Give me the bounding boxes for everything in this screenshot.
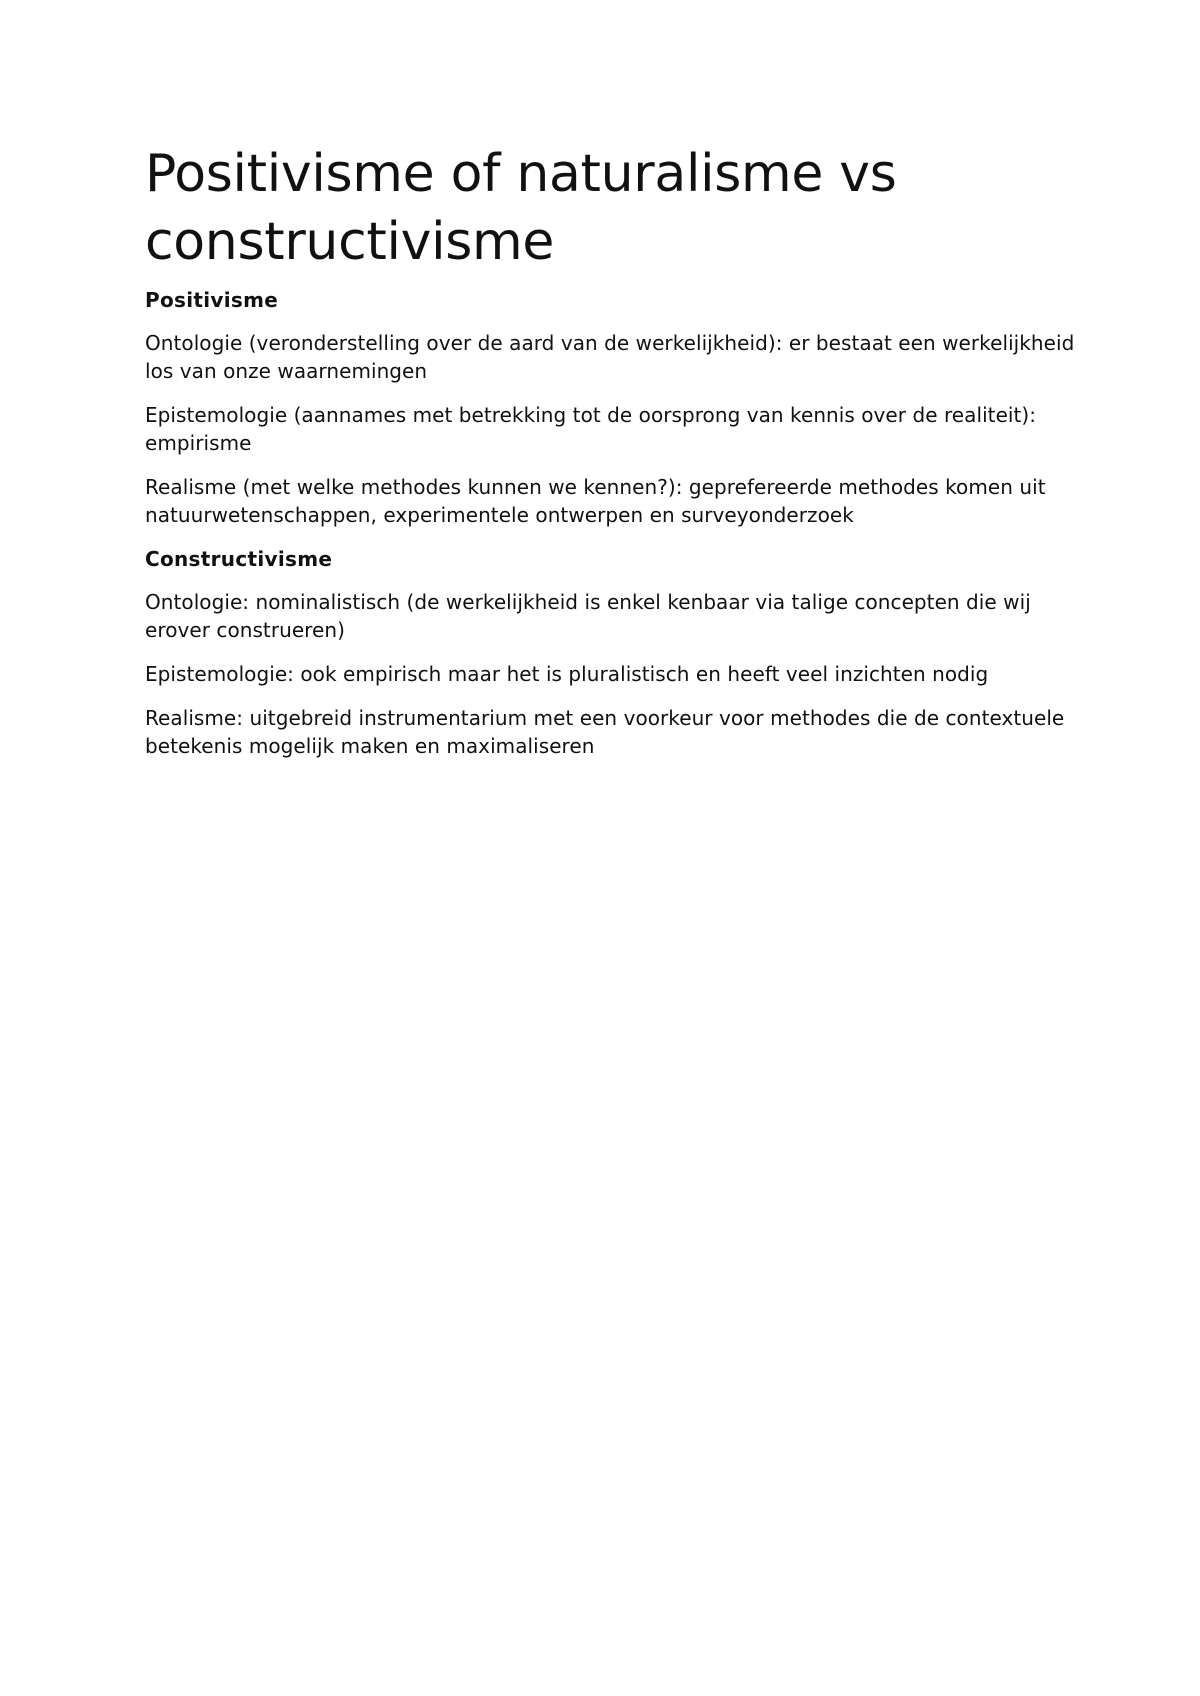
section-heading: Positivisme xyxy=(145,288,279,312)
page-title: Positivisme of naturalisme vs constructivisme xyxy=(145,144,897,272)
paragraph-epistemologie: Epistemologie: ook empirisch maar het is pluralistisch en heeft veel inzichten nodig xyxy=(145,662,989,686)
section-heading: Constructivisme xyxy=(145,547,333,571)
section-positivisme xyxy=(145,286,1075,529)
paragraph-realisme: Realisme (met welke methodes kunnen we kennen?): geprefereerde methodes komen uit natuurwetenschappen, experimentele ontwerpen en surveyonderzoek xyxy=(145,475,1046,527)
paragraph-ontologie: Ontologie: nominalistisch (de werkelijkheid is enkel kenbaar via talige concepten die wij erover construeren) xyxy=(145,590,1031,642)
section-constructivisme xyxy=(145,545,1075,760)
paragraph-realisme: Realisme: uitgebreid instrumentarium met een voorkeur voor methodes die de contextuele betekenis mogelijk maken en maximaliseren xyxy=(145,706,1065,758)
paragraph-ontologie: Ontologie (veronderstelling over de aard van de werkelijkheid): er bestaat een werkelijkheid los van onze waarnemingen xyxy=(145,331,1075,383)
paragraph-epistemologie: Epistemologie (aannames met betrekking tot de oorsprong van kennis over de realiteit): empirisme xyxy=(145,403,1037,455)
document-page xyxy=(145,140,1075,776)
